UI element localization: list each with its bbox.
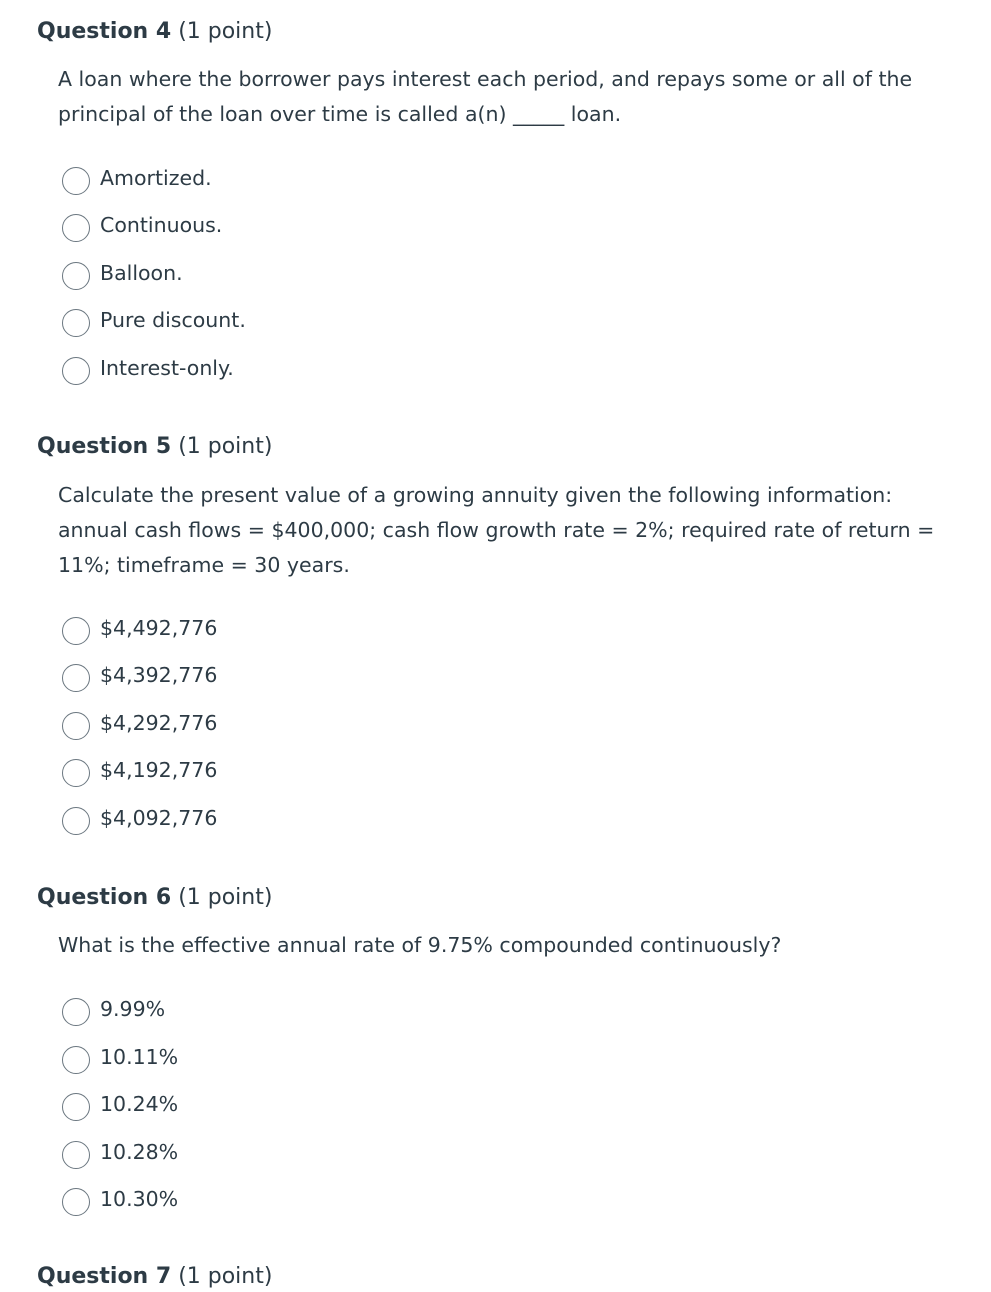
answer-option[interactable]	[62, 1134, 178, 1170]
radio-button[interactable]	[62, 357, 90, 385]
answer-option[interactable]	[62, 610, 217, 646]
question-header	[37, 17, 272, 47]
question-header	[37, 1262, 272, 1292]
answer-option[interactable]	[62, 800, 217, 836]
answer-option[interactable]	[62, 1181, 178, 1217]
answer-label[interactable]: 9.99%	[100, 997, 166, 1021]
answer-label[interactable]: Balloon.	[100, 261, 183, 285]
question-text: A loan where the borrower pays interest each period, and repays some or all of the principal of the loan over time is called a(n) _____ loan.	[58, 67, 913, 126]
answer-label[interactable]: $4,192,776	[100, 758, 218, 782]
answer-label[interactable]: 10.30%	[100, 1187, 179, 1211]
answer-option[interactable]	[62, 657, 217, 693]
answer-label[interactable]: Pure discount.	[100, 308, 246, 332]
radio-button[interactable]	[62, 262, 90, 290]
radio-button[interactable]	[62, 759, 90, 787]
question-points: (1 point)	[178, 19, 273, 44]
question-number: Question 7	[37, 1264, 172, 1289]
question-points: (1 point)	[178, 885, 273, 910]
question-number: Question 6	[37, 885, 172, 910]
answer-label[interactable]: $4,292,776	[100, 711, 218, 735]
radio-button[interactable]	[62, 309, 90, 337]
question-header	[37, 883, 272, 913]
radio-button[interactable]	[62, 664, 90, 692]
answer-label[interactable]: 10.28%	[100, 1140, 179, 1164]
answer-label[interactable]: $4,392,776	[100, 663, 218, 687]
question-header	[37, 432, 272, 462]
answer-label[interactable]: 10.24%	[100, 1092, 179, 1116]
answer-option[interactable]	[62, 160, 212, 196]
answer-label[interactable]: $4,092,776	[100, 806, 218, 830]
answer-label[interactable]: Continuous.	[100, 213, 223, 237]
radio-button[interactable]	[62, 214, 90, 242]
answer-option[interactable]	[62, 255, 183, 291]
answer-option[interactable]	[62, 1039, 178, 1075]
question-points: (1 point)	[178, 434, 273, 459]
answer-option[interactable]	[62, 350, 234, 386]
radio-button[interactable]	[62, 1188, 90, 1216]
radio-button[interactable]	[62, 807, 90, 835]
question-number: Question 4	[37, 19, 172, 44]
answer-label[interactable]: 10.11%	[100, 1045, 179, 1069]
answer-option[interactable]	[62, 991, 165, 1027]
question-number: Question 5	[37, 434, 172, 459]
radio-button[interactable]	[62, 1093, 90, 1121]
radio-button[interactable]	[62, 712, 90, 740]
radio-button[interactable]	[62, 167, 90, 195]
answer-label[interactable]: Amortized.	[100, 166, 212, 190]
radio-button[interactable]	[62, 998, 90, 1026]
answer-option[interactable]	[62, 1086, 178, 1122]
answer-option[interactable]	[62, 705, 217, 741]
radio-button[interactable]	[62, 1046, 90, 1074]
answer-label[interactable]: Interest-only.	[100, 356, 234, 380]
answer-option[interactable]	[62, 207, 222, 243]
answer-label[interactable]: $4,492,776	[100, 616, 218, 640]
answer-option[interactable]	[62, 752, 217, 788]
radio-button[interactable]	[62, 1141, 90, 1169]
answer-option[interactable]	[62, 302, 246, 338]
question-points: (1 point)	[178, 1264, 273, 1289]
question-text: What is the effective annual rate of 9.75% compounded continuously?	[58, 933, 782, 957]
question-text: Calculate the present value of a growing annuity given the following information: annual cash flows = $400,000; cash flow growth rate = 2%; required rate of return = 11%; timeframe = 30 years.	[58, 483, 935, 577]
radio-button[interactable]	[62, 617, 90, 645]
